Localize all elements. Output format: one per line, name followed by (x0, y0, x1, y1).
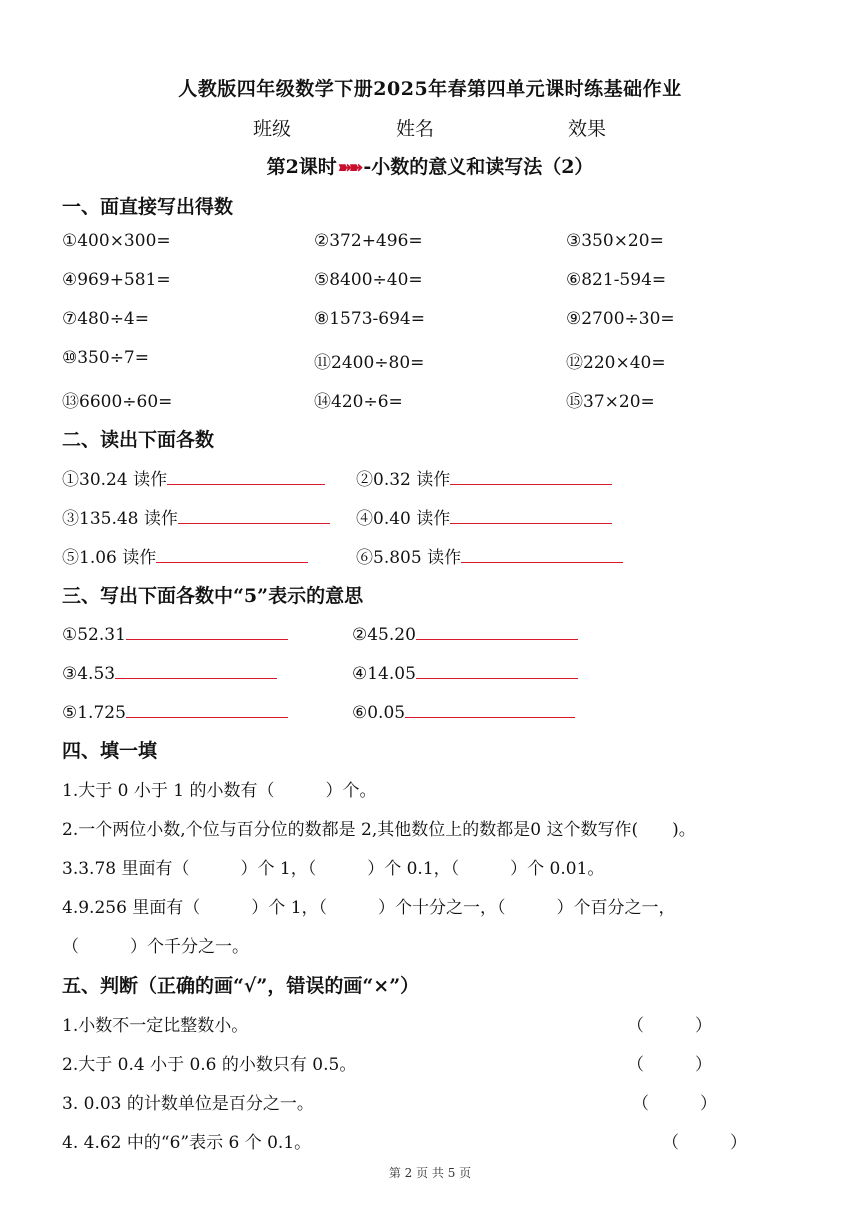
answer-blank[interactable] (167, 466, 325, 485)
calc-row (0, 231, 860, 259)
judge-item-1: 1.小数不一定比整数小。 (62, 1016, 249, 1036)
digit-meaning-label: ③4.53 (62, 664, 116, 684)
answer-blank[interactable] (416, 621, 578, 640)
calc-item: ④969+581= (62, 270, 171, 290)
page-title: 人教版四年级数学下册2025年春第四单元课时练基础作业 (178, 78, 682, 100)
calc-item: ⑪2400÷80= (314, 353, 425, 373)
digit-meaning-item (352, 660, 578, 684)
fill-question-1: 1.大于 0 小于 1 的小数有（ ）个。 (62, 781, 377, 801)
double-arrow-icon: ➽➽ (337, 158, 361, 178)
read-number-row (0, 504, 860, 532)
judge-answer-2[interactable]: （ ） (627, 1055, 712, 1075)
read-number-item (62, 465, 325, 490)
page-footer: 第 2 页 共 5 页 (388, 1166, 472, 1180)
judge-item-3: 3. 0.03 的计数单位是百分之一。 (62, 1094, 314, 1114)
read-number-label: ②0.32 读作 (356, 470, 451, 490)
read-number-label: ⑤1.06 读作 (62, 548, 157, 568)
digit-meaning-row (0, 699, 860, 727)
section5-heading: 五、判断（正确的画“√”，错误的画“×”） (62, 975, 420, 997)
digit-meaning-row (0, 621, 860, 649)
calc-row (0, 348, 860, 376)
answer-blank[interactable] (450, 505, 612, 524)
fill-question-4-cont: （ ）个千分之一。 (62, 937, 249, 957)
lesson-prefix: 第2课时 (266, 156, 337, 178)
section1-heading: 一、面直接写出得数 (62, 196, 234, 218)
calc-row (0, 387, 860, 415)
judge-answer-3[interactable]: （ ） (632, 1094, 717, 1114)
read-number-label: ①30.24 读作 (62, 470, 168, 490)
read-number-item (62, 543, 308, 568)
digit-meaning-item (62, 621, 288, 645)
answer-blank[interactable] (416, 660, 578, 679)
digit-meaning-label: ④14.05 (352, 664, 416, 684)
calc-item: ⑬6600÷60= (62, 392, 173, 412)
read-number-label: ⑥5.805 读作 (356, 548, 462, 568)
digit-meaning-item (62, 660, 277, 684)
answer-blank[interactable] (115, 660, 277, 679)
judge-item-2: 2.大于 0.4 小于 0.6 的小数只有 0.5。 (62, 1055, 357, 1075)
answer-blank[interactable] (126, 621, 288, 640)
section2-heading: 二、读出下面各数 (62, 429, 215, 451)
lesson-suffix: -小数的意义和读写法（2） (363, 156, 594, 178)
name-label: 姓名 (396, 118, 435, 140)
calc-item: ⑭420÷6= (314, 392, 403, 412)
fill-question-3: 3.3.78 里面有（ ）个 1，（ ）个 0.1，（ ）个 0.01。 (62, 859, 605, 879)
section4-heading: 四、填一填 (62, 740, 158, 762)
digit-meaning-item (62, 699, 288, 723)
calc-item: ⑥821-594= (566, 270, 667, 290)
read-number-label: ④0.40 读作 (356, 509, 451, 529)
digit-meaning-label: ②45.20 (352, 625, 416, 645)
read-number-item (356, 465, 612, 490)
calc-item: ⑮37×20= (566, 392, 655, 412)
judge-item-4: 4. 4.62 中的“6”表示 6 个 0.1。 (62, 1133, 312, 1153)
read-number-item (356, 543, 623, 568)
digit-meaning-item (352, 699, 575, 723)
digit-meaning-label: ⑤1.725 (62, 703, 126, 723)
calc-item: ③350×20= (566, 231, 664, 251)
calc-item: ②372+496= (314, 231, 423, 251)
fill-question-2: 2.一个两位小数,个位与百分位的数都是 2,其他数位上的数都是0 这个数写作( )。 (62, 820, 696, 840)
class-label: 班级 (253, 118, 292, 140)
answer-blank[interactable] (450, 466, 612, 485)
fill-question-4: 4.9.256 里面有（ ）个 1，（ ）个十分之一，（ ）个百分之一， (62, 898, 676, 918)
read-number-row (0, 543, 860, 571)
answer-blank[interactable] (405, 699, 575, 718)
result-label: 效果 (568, 118, 607, 140)
answer-blank[interactable] (156, 544, 308, 563)
answer-blank[interactable] (126, 699, 288, 718)
read-number-label: ③135.48 读作 (62, 509, 178, 529)
judge-answer-4[interactable]: （ ） (662, 1133, 747, 1153)
calc-item: ⑩350÷7= (62, 348, 149, 368)
lesson-title (0, 152, 860, 179)
read-number-item (62, 504, 330, 529)
read-number-item (356, 504, 612, 529)
digit-meaning-row (0, 660, 860, 688)
section3-heading: 三、写出下面各数中“5”表示的意思 (62, 585, 364, 607)
read-number-row (0, 465, 860, 493)
calc-row (0, 270, 860, 298)
calc-item: ⑨2700÷30= (566, 309, 675, 329)
digit-meaning-label: ①52.31 (62, 625, 126, 645)
calc-row (0, 309, 860, 337)
calc-item: ⑤8400÷40= (314, 270, 423, 290)
digit-meaning-label: ⑥0.05 (352, 703, 406, 723)
calc-item: ⑧1573-694= (314, 309, 425, 329)
judge-answer-1[interactable]: （ ） (627, 1016, 712, 1036)
calc-item: ①400×300= (62, 231, 171, 251)
answer-blank[interactable] (178, 505, 330, 524)
answer-blank[interactable] (461, 544, 623, 563)
digit-meaning-item (352, 621, 578, 645)
calc-item: ⑫220×40= (566, 353, 666, 373)
calc-item: ⑦480÷4= (62, 309, 149, 329)
